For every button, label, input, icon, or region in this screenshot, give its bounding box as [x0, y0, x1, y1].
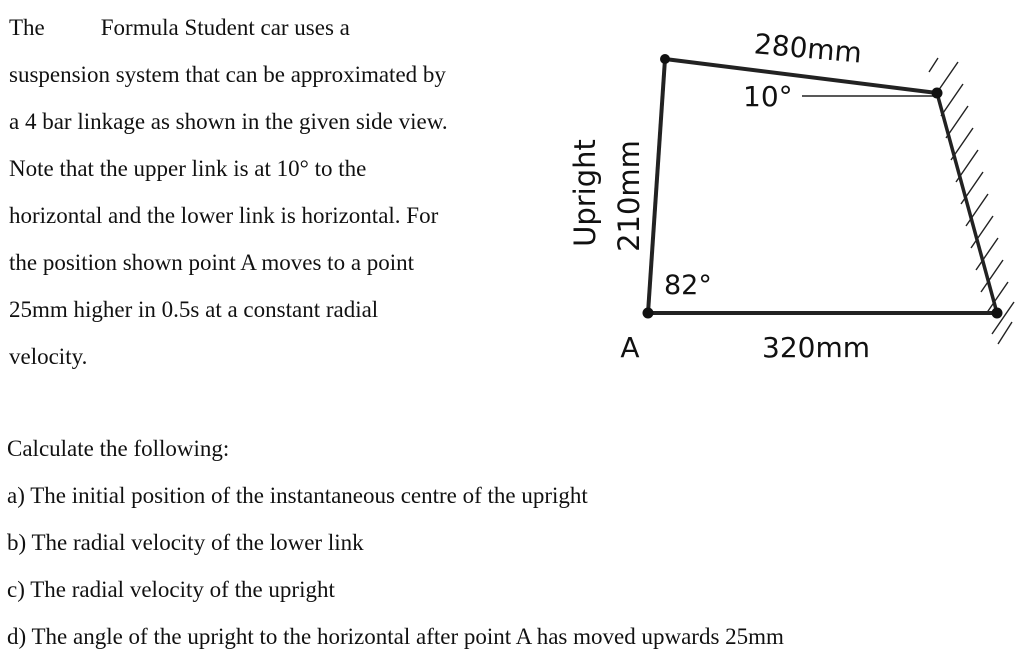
- task-item-b: b) The radial velocity of the lower link: [7, 530, 364, 555]
- statement-line-5: horizontal and the lower link is horizontal. For: [9, 203, 439, 228]
- statement-line-7: 25mm higher in 0.5s at a constant radial: [9, 297, 379, 322]
- upright-link: [648, 59, 665, 313]
- task-item-a: a) The initial position of the instantaneous centre of the upright: [7, 483, 588, 508]
- joint-top-frame: [932, 88, 943, 99]
- task-list: [7, 425, 1007, 660]
- lower-link-length-label: 320mm: [762, 331, 870, 364]
- ground-hatching: [929, 58, 1014, 344]
- upright-length-label: 210mm: [612, 140, 646, 252]
- statement-first-word: The: [9, 15, 45, 40]
- task-item-d: d) The angle of the upright to the horizontal after point A has moved upwards 25mm: [7, 624, 784, 649]
- statement-line-4: Note that the upper link is at 10° to the: [9, 156, 367, 181]
- fixed-frame: [937, 93, 997, 313]
- task-item-c: c) The radial velocity of the upright: [7, 577, 335, 602]
- task-heading: Calculate the following:: [7, 436, 230, 461]
- upper-link-length-label: 280mm: [752, 27, 864, 70]
- joint-bottom-frame: [992, 308, 1003, 319]
- lower-angle-label: 82°: [664, 270, 712, 301]
- statement-line-3: a 4 bar linkage as shown in the given side view.: [9, 109, 448, 134]
- joint-top-upright: [660, 54, 670, 64]
- statement-line-6: the position shown point A moves to a point: [9, 250, 415, 275]
- point-a-label: A: [620, 331, 640, 364]
- upright-name-label: Upright: [568, 139, 602, 247]
- statement-line-1-rest: Formula Student car uses a: [100, 15, 350, 40]
- joint-point-a: [643, 308, 654, 319]
- statement-line-2: suspension system that can be approximated by: [9, 62, 446, 87]
- upper-angle-label: 10°: [743, 80, 793, 113]
- statement-line-8: velocity.: [9, 344, 88, 369]
